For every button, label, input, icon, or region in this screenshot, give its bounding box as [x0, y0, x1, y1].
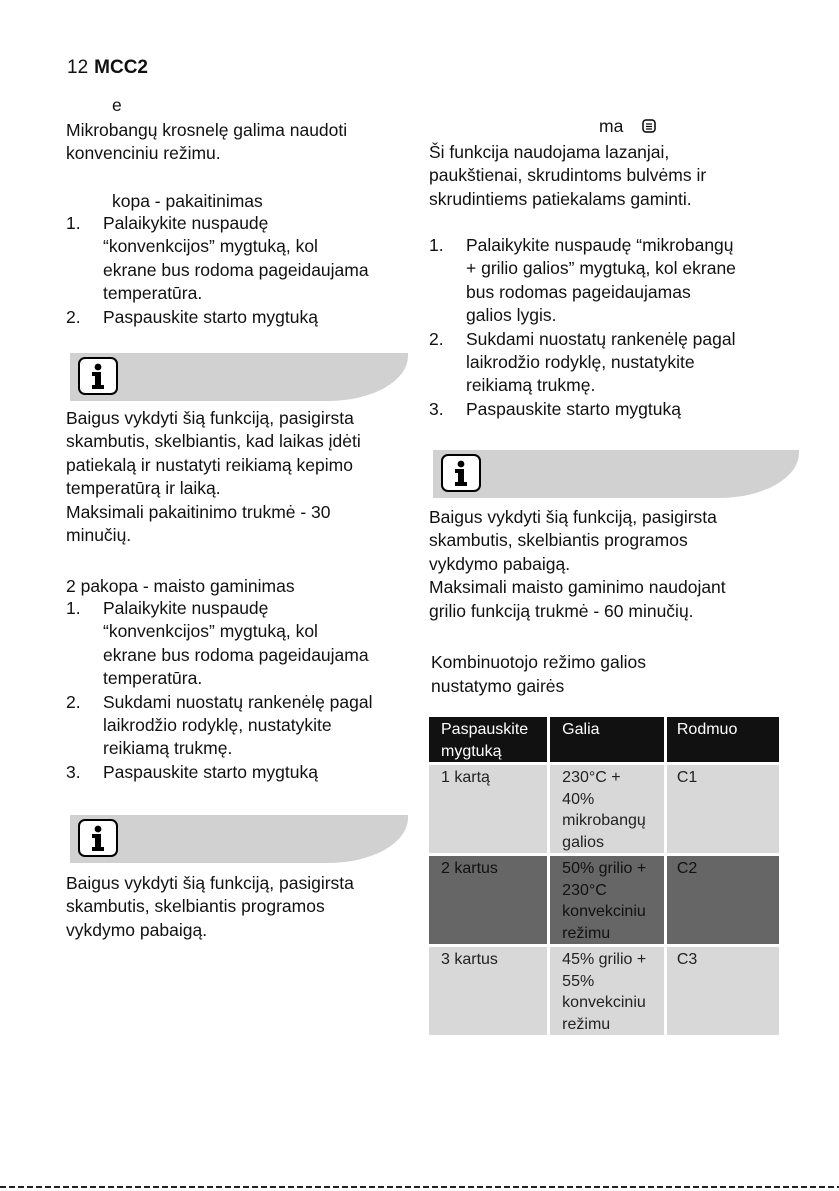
- text-line: Paspauskite starto mygtuką: [103, 306, 318, 327]
- item-number: 3.: [429, 398, 444, 419]
- table-cell: [549, 946, 666, 1037]
- text-line: galios: [562, 833, 604, 851]
- table-cell: [429, 855, 549, 946]
- page-bottom-divider: [0, 1186, 839, 1188]
- text-line: Kombinuotojo režimo galios: [431, 652, 646, 672]
- step1-list: [66, 212, 369, 329]
- text-line: Ši funkcija naudojama lazanjai,: [429, 142, 670, 162]
- text-line: 1 kartą: [441, 769, 490, 786]
- table-row: [429, 764, 781, 855]
- item-number: 1.: [429, 235, 444, 255]
- text-line: laikrodžio rodyklę, nustatykite: [103, 715, 332, 736]
- item-number: 1.: [66, 213, 81, 233]
- right-section-heading: [599, 115, 656, 139]
- text-line: mygtuką: [441, 742, 502, 760]
- list-item: [429, 328, 736, 398]
- page-number: 12: [67, 57, 89, 78]
- list-item: [66, 761, 373, 784]
- text-line: reikiamą trukmę.: [466, 375, 596, 396]
- note2: [66, 872, 354, 942]
- text-line: mikrobangų: [562, 812, 646, 829]
- column-header: [665, 717, 780, 764]
- text-line: Paspauskite starto mygtuką: [466, 398, 681, 419]
- text-line: reikiamą trukmę.: [103, 738, 233, 759]
- text-line: Mikrobangų krosnelę galima naudoti: [66, 120, 348, 140]
- text-line: grilio funkciją trukmė - 60 minučių.: [429, 600, 694, 621]
- table-cell: [429, 764, 549, 855]
- text-line: 230°C +: [562, 769, 621, 786]
- table-header-row: [429, 717, 781, 764]
- text-line: režimu: [562, 1015, 611, 1033]
- text-line: vykdymo pabaigą.: [66, 919, 208, 940]
- text-line: 50% grilio +: [562, 860, 647, 877]
- model-name: MCC2: [94, 57, 148, 78]
- table-row: [429, 855, 781, 946]
- right-note: [429, 506, 726, 623]
- table-cell: [549, 764, 666, 855]
- text-line: nustatymo gairės: [431, 676, 565, 696]
- text-line: Sukdami nuostatų rankenėlę pagal: [103, 691, 373, 712]
- item-number: 2.: [66, 306, 81, 327]
- text-line: 3 kartus: [441, 951, 498, 968]
- text-line: laikrodžio rodyklę, nustatykite: [466, 352, 695, 373]
- left-section-heading: e: [112, 95, 122, 115]
- grill-combi-icon: [642, 116, 656, 139]
- list-item: [66, 691, 373, 761]
- text-line: “konvenkcijos” mygtuką, kol: [103, 236, 318, 257]
- table-cell: [429, 946, 549, 1037]
- text-line: Paspauskite starto mygtuką: [103, 761, 318, 782]
- text-line: skrudintiems patiekalams gaminti.: [429, 188, 692, 209]
- text-line: Paspauskite: [441, 721, 529, 738]
- list-item: [429, 234, 736, 328]
- step2-heading: 2 pakopa - maisto gaminimas: [66, 576, 295, 596]
- right-steps-list: [429, 234, 736, 421]
- right-intro: [429, 141, 706, 211]
- text-line: 55%: [562, 972, 595, 990]
- text-line: skambutis, skelbiantis programos: [429, 530, 688, 551]
- text-line: C2: [676, 860, 698, 877]
- list-item: [429, 398, 736, 421]
- text-line: Baigus vykdyti šią funkciją, pasigirsta: [66, 408, 354, 428]
- column-header: [429, 717, 549, 764]
- item-number: 3.: [66, 761, 81, 782]
- text-line: temperatūra.: [103, 283, 203, 304]
- text-line: režimu: [562, 924, 611, 942]
- info-banner: [70, 353, 408, 401]
- table-cell: [665, 764, 780, 855]
- step2-list: [66, 597, 373, 784]
- text-line: C3: [676, 951, 698, 968]
- text-line: Galia: [562, 721, 600, 738]
- text-line: 45% grilio +: [562, 951, 647, 968]
- column-header: [549, 717, 666, 764]
- table-cell: [665, 855, 780, 946]
- info-icon: [78, 357, 118, 395]
- text-line: Palaikykite nuspaudę: [103, 213, 269, 233]
- text-line: Maksimali maisto gaminimo naudojant: [429, 577, 726, 598]
- text-line: “konvenkcijos” mygtuką, kol: [103, 621, 318, 642]
- text-line: ekrane bus rodoma pageidaujama: [103, 644, 369, 665]
- text-line: Rodmuo: [676, 721, 738, 738]
- item-number: 2.: [66, 691, 81, 712]
- info-banner: [433, 450, 799, 498]
- text-line: patiekalą ir nustatyti reikiamą kepimo: [66, 454, 353, 475]
- text-line: konvenciniu režimu.: [66, 143, 221, 164]
- text-line: C1: [676, 769, 698, 786]
- text-line: + grilio galios” mygtuką, kol ekrane: [466, 258, 736, 279]
- text-line: 230°C: [562, 881, 607, 899]
- text-line: Palaikykite nuspaudę “mikrobangų: [466, 235, 734, 255]
- table-row: [429, 946, 781, 1037]
- text-line: Baigus vykdyti šią funkciją, pasigirsta: [429, 507, 717, 527]
- info-icon: [441, 454, 481, 492]
- note1: [66, 407, 361, 547]
- list-item: [66, 306, 369, 329]
- step1-heading: kopa - pakaitinimas: [112, 191, 263, 211]
- table-cell: [549, 855, 666, 946]
- text-line: bus rodomas pageidaujamas: [466, 281, 691, 302]
- text-line: 40%: [562, 790, 595, 808]
- text-line: paukštienai, skrudintoms bulvėms ir: [429, 165, 707, 186]
- text-line: temperatūrą ir laiką.: [66, 478, 221, 499]
- text-line: ekrane bus rodoma pageidaujama: [103, 259, 369, 280]
- left-intro: [66, 119, 347, 166]
- info-banner: [70, 815, 408, 863]
- text-line: 2 kartus: [441, 860, 498, 877]
- list-item: [66, 597, 373, 691]
- page-header: [67, 57, 148, 79]
- text-line: minučių.: [66, 525, 132, 546]
- item-number: 1.: [66, 598, 81, 618]
- text-line: vykdymo pabaigą.: [429, 553, 571, 574]
- info-icon: [78, 819, 118, 857]
- text-line: galios lygis.: [466, 305, 557, 326]
- text-line: Sukdami nuostatų rankenėlę pagal: [466, 328, 736, 349]
- text-line: skambutis, skelbiantis, kad laikas įdėti: [66, 431, 361, 452]
- text-line: Maksimali pakaitinimo trukmė - 30: [66, 501, 331, 522]
- table-title: [431, 650, 646, 698]
- text-line: konvekciniu: [562, 994, 646, 1011]
- text-line: Baigus vykdyti šią funkciją, pasigirsta: [66, 873, 354, 893]
- text-line: Palaikykite nuspaudę: [103, 598, 269, 618]
- text-line: konvekciniu: [562, 903, 646, 920]
- item-number: 2.: [429, 328, 444, 349]
- heading-text: ma: [599, 116, 624, 136]
- text-line: temperatūra.: [103, 668, 203, 689]
- list-item: [66, 212, 369, 306]
- power-settings-table: [429, 717, 782, 1038]
- text-line: skambutis, skelbiantis programos: [66, 896, 325, 917]
- table-cell: [665, 946, 780, 1037]
